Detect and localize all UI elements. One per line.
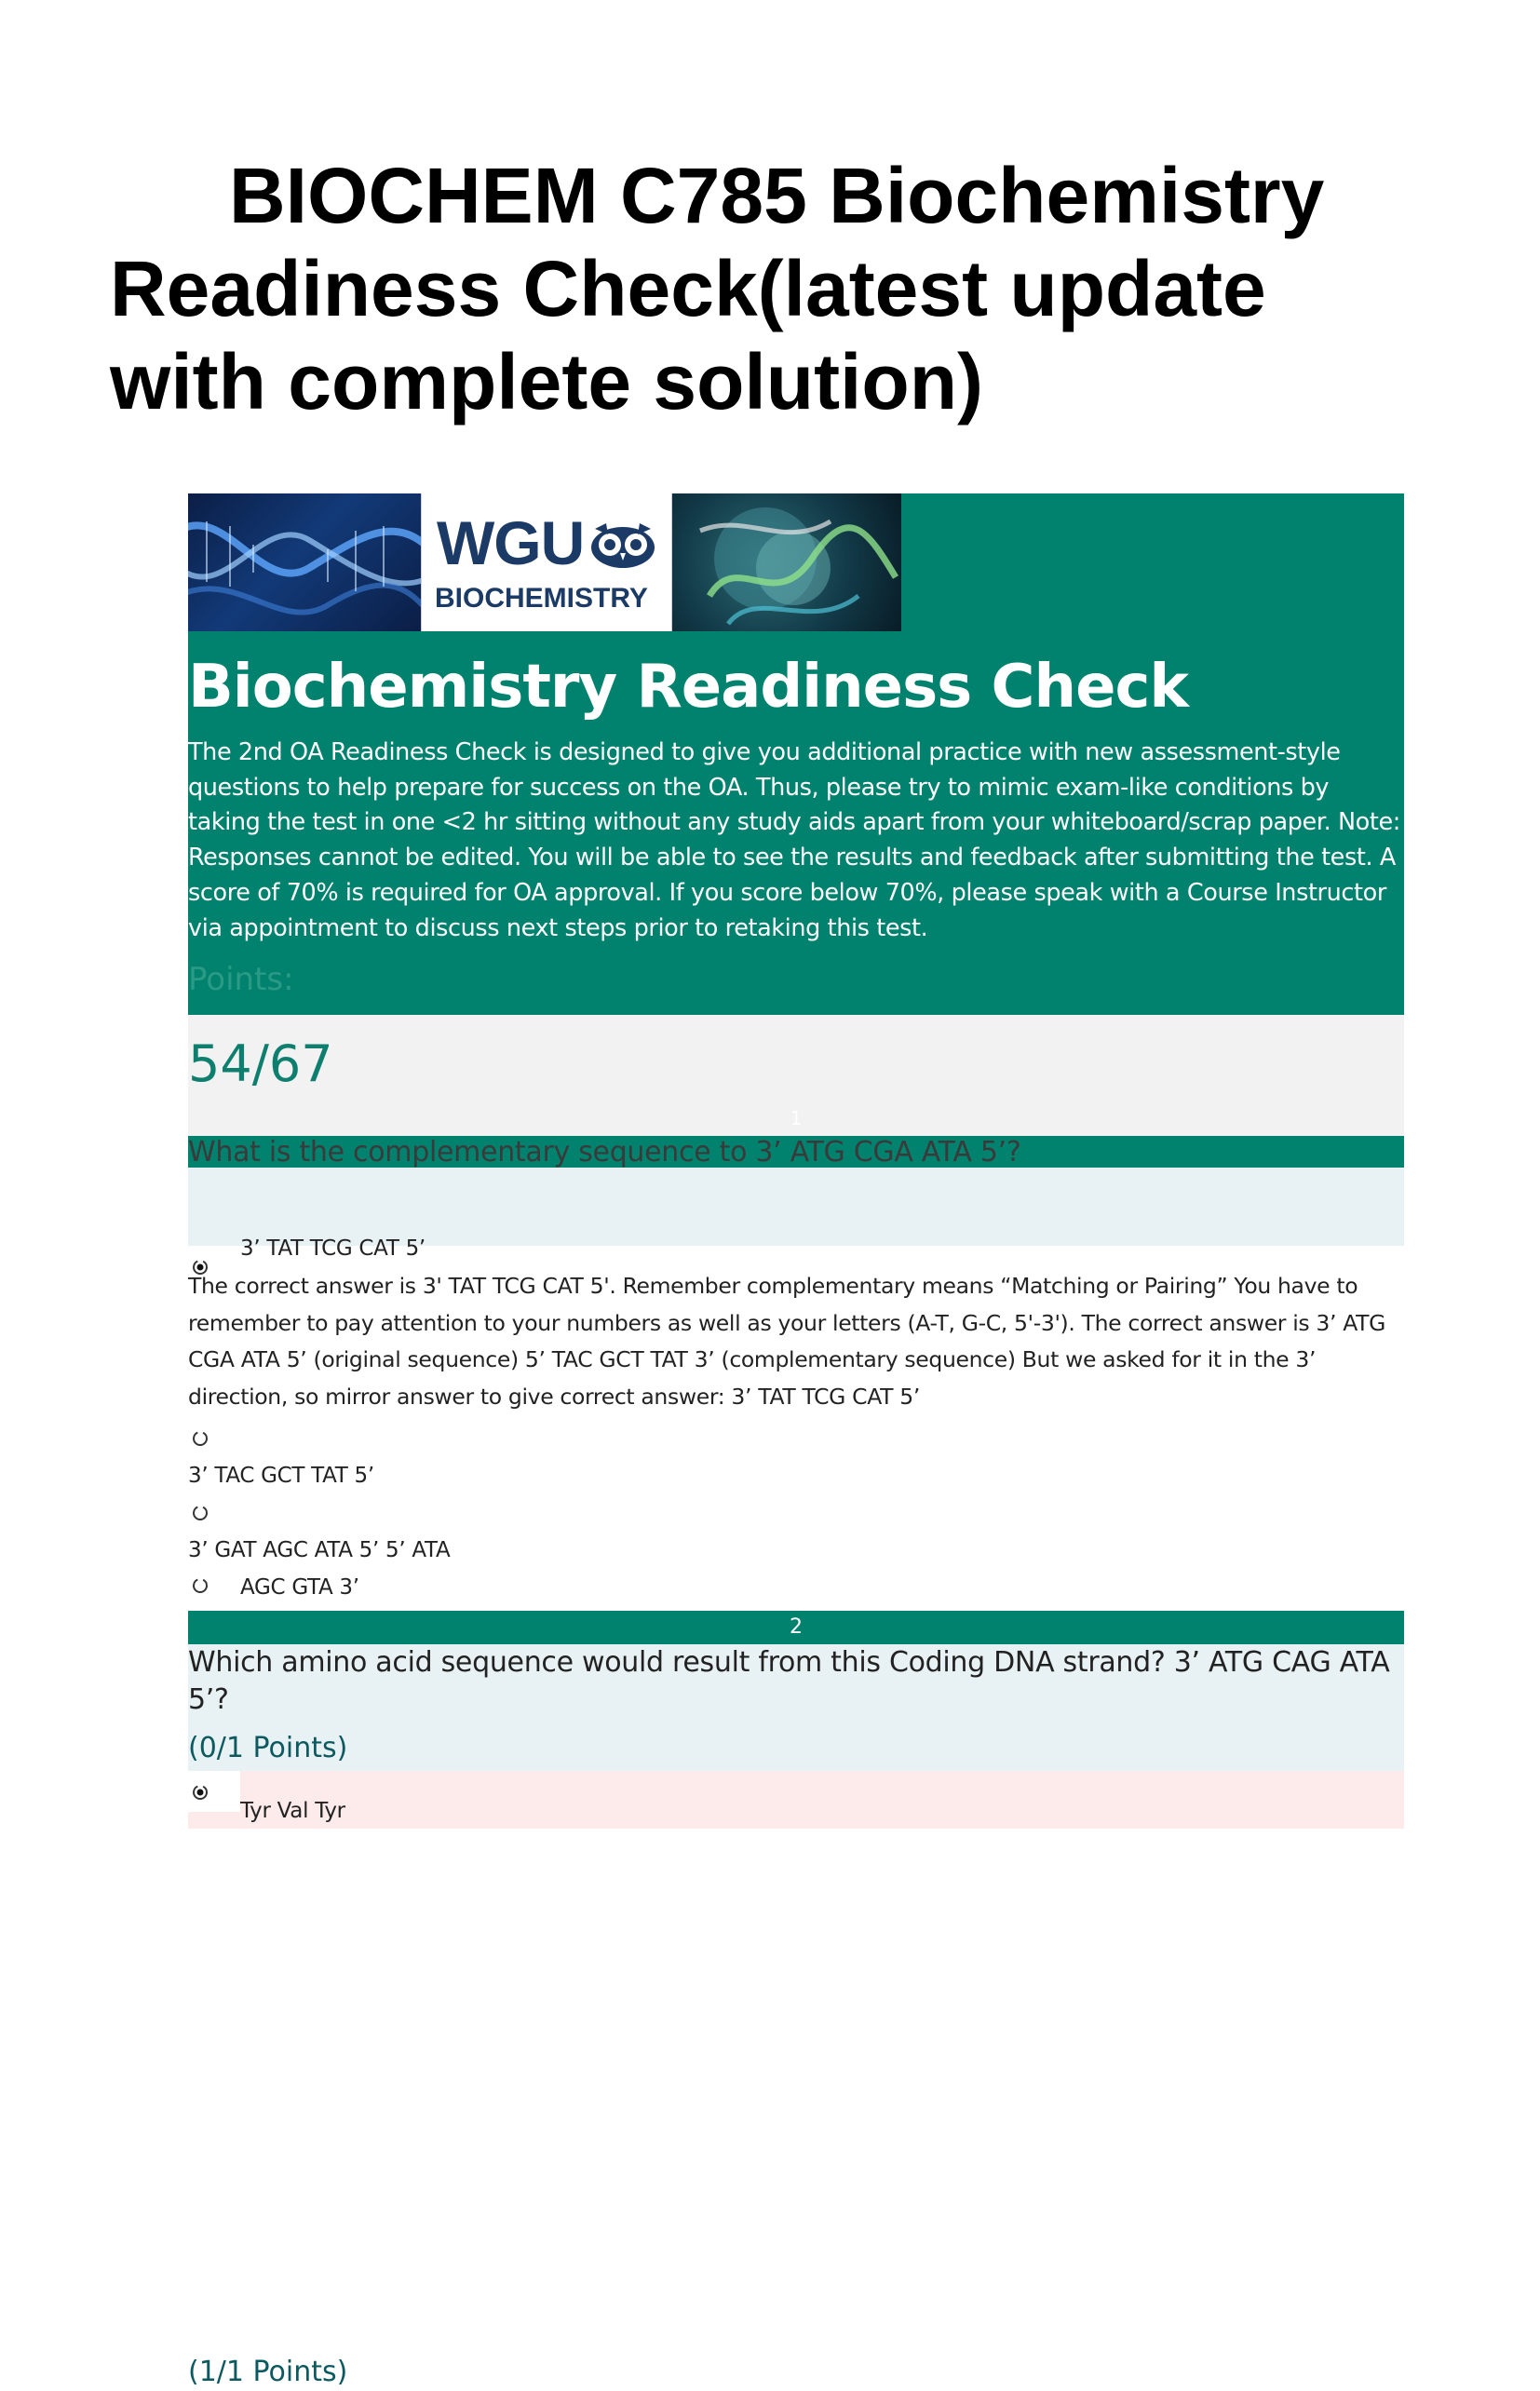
- dna-helix-image: [188, 493, 421, 631]
- banner-image-strip: [188, 493, 901, 631]
- radio-unselected-icon[interactable]: [192, 1505, 209, 1521]
- logo-subtitle: BIOCHEMISTRY: [435, 583, 648, 614]
- question-1-option-2[interactable]: 3’ TAC GCT TAT 5’: [188, 1464, 374, 1488]
- question-1-points: (1/1 Points): [188, 2356, 348, 2388]
- question-1-feedback: The correct answer is 3' TAT TCG CAT 5'. Remember complementary means “Matching or Pairing” You have to remember to pay attention to your numbers as well as your letters (A-T, G-C, 5'-3'). The correct answer is 3’ ATG CGA ATA 5’ (original sequence) 5’ TAC GCT TAT 3’ (complementary sequence) But we asked for it in the 3’ direction, so mirror answer to give correct answer: 3’ TAT TCG CAT 5’: [188, 1273, 1386, 1410]
- question-1-option-3[interactable]: 3’ GAT AGC ATA 5’ 5’ ATA: [188, 1538, 451, 1562]
- page-title: Biochemistry Readiness Check: [188, 653, 1188, 722]
- question-2-number: 2: [790, 1615, 803, 1639]
- title-line-3: with complete solution): [110, 338, 983, 426]
- owl-icon: [589, 520, 656, 570]
- question-2-selected-answer-row[interactable]: [188, 1771, 1404, 1829]
- question-1-number: 1: [790, 1107, 803, 1129]
- question-1-option-4[interactable]: AGC GTA 3’: [240, 1575, 359, 1600]
- intro-section: [188, 631, 1404, 1015]
- question-2-points: (0/1 Points): [188, 1732, 348, 1764]
- question-1-text: What is the complementary sequence to 3’ ATG CGA ATA 5’?: [188, 1136, 1021, 1168]
- question-2-card: [188, 1644, 1404, 1771]
- document-title: [110, 149, 1432, 428]
- title-line-2: Readiness Check(latest update: [110, 245, 1266, 332]
- intro-description: The 2nd OA Readiness Check is designed to give you additional practice with new assessment-style questions to help prepare for success on the OA. Thus, please try to mimic exam-like conditions by taking the test in one <2 hr sitting without any study aids apart from your whiteboard/scrap paper. Note: Responses cannot be edited. You will be able to see the results and feedback after submitting the test. A score of 70% is required for OA approval. If you score below 70%, please speak with a Course Instructor via appointment to discuss next steps prior to retaking this test.: [188, 738, 1400, 942]
- title-line-1: BIOCHEM C785 Biochemistry: [229, 152, 1325, 239]
- radio-selected-icon[interactable]: [192, 1784, 209, 1801]
- question-2-text: Which amino acid sequence would result from this Coding DNA strand? 3’ ATG CAG ATA 5’?: [188, 1646, 1390, 1716]
- logo-wordmark: WGU: [437, 508, 585, 577]
- radio-unselected-icon[interactable]: [192, 1430, 209, 1447]
- question-1-option-1[interactable]: 3’ TAT TCG CAT 5’: [240, 1236, 426, 1261]
- header-banner: [188, 493, 1404, 631]
- question-2-option-1[interactable]: Tyr Val Tyr: [240, 1799, 345, 1823]
- points-label: Points:: [188, 961, 294, 998]
- protein-structure-image: [672, 493, 901, 631]
- question-2-header-bar: [188, 1611, 1404, 1644]
- score-section: [188, 1015, 1404, 1136]
- score-value: 54/67: [188, 1034, 333, 1093]
- wgu-logo: [421, 493, 672, 631]
- radio-unselected-icon[interactable]: [192, 1577, 209, 1594]
